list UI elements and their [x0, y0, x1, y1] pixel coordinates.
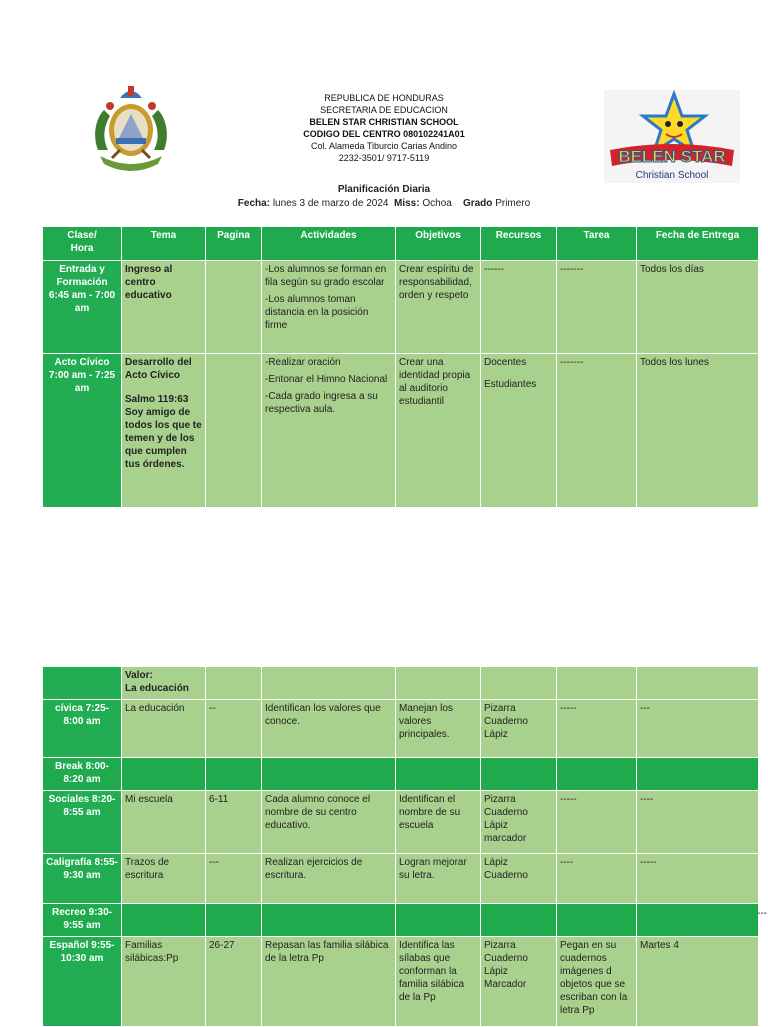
header-recursos: Recursos	[481, 227, 557, 261]
objetivos-cell: Identifican el nombre de su escuela	[396, 791, 481, 854]
actividad-item: -Realizar oración	[265, 357, 341, 368]
empty-cell	[206, 758, 262, 791]
pagina-cell: ---	[206, 854, 262, 904]
empty-cell	[206, 904, 262, 937]
empty-cell	[557, 904, 637, 937]
empty-cell	[396, 667, 481, 700]
valor-row	[43, 667, 759, 700]
empty-cell	[637, 667, 759, 700]
empty-cell	[122, 904, 206, 937]
table-row	[43, 354, 759, 508]
empty-cell	[557, 758, 637, 791]
objetivos-cell: Crear una identidad propia al auditorio estudiantil	[396, 354, 481, 508]
entrega-cell: ---	[637, 700, 759, 758]
header-tarea: Tarea	[557, 227, 637, 261]
pagina-cell: 6-11	[206, 791, 262, 854]
actividad-item: -Cada grado ingresa a su respectiva aula.	[265, 391, 378, 415]
break-row	[43, 904, 759, 937]
recurso-item: Docentes	[484, 357, 527, 368]
school-phones: 2232-3501/ 9717-5119	[338, 153, 430, 163]
clase-cell: Español 9:55- 10:30 am	[43, 937, 122, 1027]
entrega-cell: ----	[637, 791, 759, 854]
header-objetivos: Objetivos	[396, 227, 481, 261]
secretariat-line: SECRETARIA DE EDUCACION	[320, 105, 448, 115]
empty-cell	[396, 758, 481, 791]
tema-cell: Ingreso al centro educativo	[122, 261, 206, 354]
actividades-cell: Cada alumno conoce el nombre de su centro educativo.	[262, 791, 396, 854]
actividad-item: -Los alumnos toman distancia en la posición firme	[265, 294, 369, 331]
center-code: CODIGO DEL CENTRO 080102241A01	[303, 129, 465, 139]
tarea-cell: -----	[557, 791, 637, 854]
tema-cell: Familias silábicas:Pp	[122, 937, 206, 1027]
actividad-item: -Entonar el Himno Nacional	[265, 374, 388, 385]
recurso-item: Estudiantes	[484, 379, 537, 390]
header-actividades: Actividades	[262, 227, 396, 261]
school-name: BELEN STAR CHRISTIAN SCHOOL	[309, 117, 459, 127]
empty-cell	[262, 904, 396, 937]
clase-cell: cívica 7:25-8:00 am	[43, 700, 122, 758]
recursos-cell: ------	[481, 261, 557, 354]
entrega-cell: Todos los días	[637, 261, 759, 354]
table-row	[43, 261, 759, 354]
actividad-item: -Los alumnos se forman en fila según su grado escolar	[265, 264, 387, 288]
clase-cell	[43, 667, 122, 700]
logo-subtitle: Christian School	[635, 170, 709, 181]
grado-value: Primero	[495, 198, 531, 209]
plan-title: Planificación Diaria	[337, 184, 431, 195]
objetivos-cell: Logran mejorar su letra.	[396, 854, 481, 904]
stray-mark: ---	[757, 908, 767, 919]
empty-cell	[557, 667, 637, 700]
pagina-cell: 26-27	[206, 937, 262, 1027]
recursos-cell: Pizarra Cuaderno Lápiz marcador	[481, 791, 557, 854]
table-row	[43, 854, 759, 904]
pagina-cell	[206, 261, 262, 354]
miss-label: Miss:	[394, 198, 420, 209]
objetivos-cell: Identifica las sílabas que conforman la familia silábica de la Pp	[396, 937, 481, 1027]
entrega-cell: Martes 4	[637, 937, 759, 1027]
objetivos-cell: Crear espíritu de responsabilidad, orden y respeto	[396, 261, 481, 354]
pagina-cell: --	[206, 700, 262, 758]
tarea-cell: -------	[557, 261, 637, 354]
empty-cell	[481, 667, 557, 700]
empty-cell	[122, 758, 206, 791]
actividades-cell	[262, 354, 396, 508]
tarea-cell: ----	[557, 854, 637, 904]
tarea-cell: -------	[557, 354, 637, 508]
tema-verse: Salmo 119:63 Soy amigo de todos los que te temen y de los que cumplen tus órdenes.	[125, 394, 202, 470]
table-row	[43, 937, 759, 1027]
objetivos-cell: Manejan los valores principales.	[396, 700, 481, 758]
header-clase: Clase/ Hora	[43, 227, 122, 261]
recursos-cell	[481, 354, 557, 508]
empty-cell	[262, 667, 396, 700]
logo-name: BELEN STAR	[618, 147, 726, 166]
honduras-coat-of-arms-icon	[90, 80, 172, 176]
tarea-cell: Pegan en su cuadernos imágenes d objetos que se escriban con la letra Pp	[557, 937, 637, 1027]
recursos-cell: Pizarra Cuaderno Lápiz	[481, 700, 557, 758]
table-header-row	[43, 227, 759, 261]
tema-cell: Mi escuela	[122, 791, 206, 854]
republic-line: REPUBLICA DE HONDURAS	[324, 93, 444, 103]
entrega-cell: Todos los lunes	[637, 354, 759, 508]
actividades-cell: Identifican los valores que conoce.	[262, 700, 396, 758]
letterhead	[234, 92, 534, 164]
actividades-cell: Realizan ejercicios de escritura.	[262, 854, 396, 904]
empty-cell	[206, 667, 262, 700]
tarea-cell: -----	[557, 700, 637, 758]
entrega-cell: -----	[637, 854, 759, 904]
grado-label: Grado	[462, 198, 493, 209]
table-row	[43, 791, 759, 854]
break-row	[43, 758, 759, 791]
school-address: Col. Alameda Tiburcio Carias Andino	[310, 141, 458, 151]
clase-cell: Break 8:00-8:20 am	[43, 758, 122, 791]
date-line	[184, 198, 584, 209]
empty-cell	[637, 904, 759, 937]
actividades-cell	[262, 261, 396, 354]
tema-line: Desarrollo del Acto Cívico	[125, 357, 192, 381]
header-tema: Tema	[122, 227, 206, 261]
fecha-label: Fecha:	[237, 198, 271, 209]
empty-cell	[396, 904, 481, 937]
clase-cell: Entrada y Formación 6:45 am - 7:00 am	[43, 261, 122, 354]
empty-cell	[262, 758, 396, 791]
clase-cell: Recreo 9:30-9:55 am	[43, 904, 122, 937]
tema-cell: La educación	[122, 700, 206, 758]
clase-cell: Sociales 8:20-8:55 am	[43, 791, 122, 854]
recursos-cell: Pizarra Cuaderno Lápiz Marcador	[481, 937, 557, 1027]
header-pagina: Pagina	[206, 227, 262, 261]
tema-cell	[122, 354, 206, 508]
miss-value: Ochoa	[422, 198, 452, 209]
empty-cell	[481, 758, 557, 791]
clase-cell: Acto Cívico 7:00 am - 7:25 am	[43, 354, 122, 508]
clase-cell: Caligrafía 8:55-9:30 am	[43, 854, 122, 904]
tema-cell: Trazos de escritura	[122, 854, 206, 904]
plan-table-2	[42, 666, 759, 1027]
empty-cell	[481, 904, 557, 937]
star-mascot-icon	[604, 90, 740, 183]
header-fecha-entrega: Fecha de Entrega	[637, 227, 759, 261]
recursos-cell: Lápiz Cuaderno	[481, 854, 557, 904]
fecha-value: lunes 3 de marzo de 2024	[272, 198, 389, 209]
plan-table-1	[42, 226, 759, 508]
pagina-cell	[206, 354, 262, 508]
table-row	[43, 700, 759, 758]
valor-cell: Valor: La educación	[122, 667, 206, 700]
empty-cell	[637, 758, 759, 791]
school-logo	[604, 90, 740, 183]
actividades-cell: Repasan las familia silábica de la letra Pp	[262, 937, 396, 1027]
